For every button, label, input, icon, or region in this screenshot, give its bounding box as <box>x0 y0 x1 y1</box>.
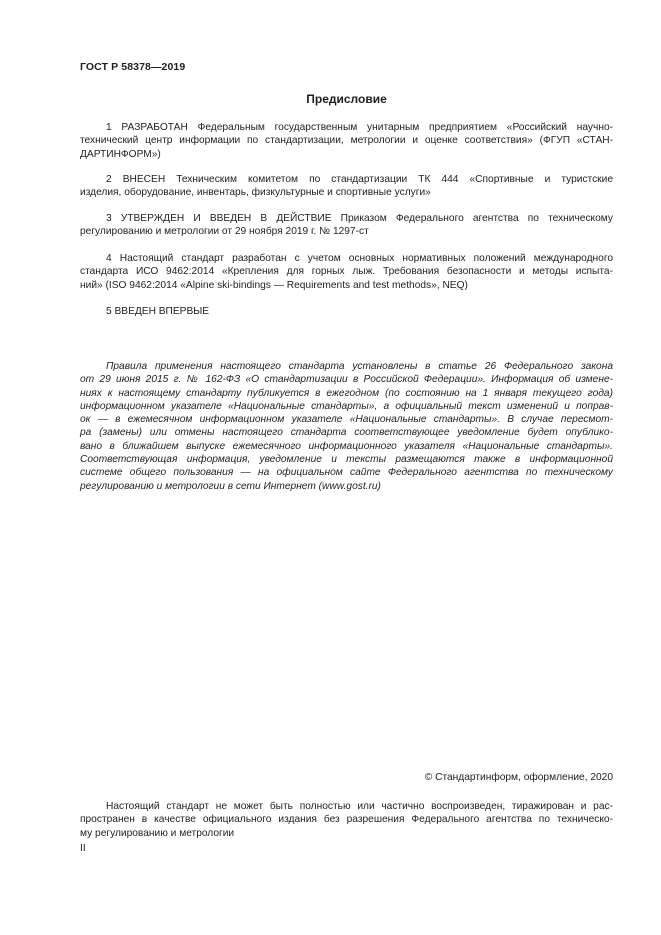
text-line: 3 УТВЕРЖДЕН И ВВЕДЕН В ДЕЙСТВИЕ Приказом Федерального агентства по техническому <box>106 213 613 224</box>
section-title: Предисловие <box>306 92 387 106</box>
legal-notice <box>80 360 613 493</box>
rights-notice <box>80 800 613 840</box>
text-line: стандарта ИСО 9462:2014 «Крепления для горных лыж. Требования безопасности и методы испыта- <box>80 266 613 278</box>
text-line: ний» (ISO 9462:2014 «Alpine ski-bindings — Requirements and test methods», NEQ) <box>80 279 468 291</box>
preface-item-2 <box>80 173 613 200</box>
text-line: ок — в ежемесячном информационном указателе «Национальные стандарты». В случае пересмот- <box>80 414 613 426</box>
page-number: II <box>80 843 86 854</box>
text-line: ДАРТИНФОРМ») <box>80 148 161 160</box>
text-line: информационном указателе «Национальные стандарты», а официальный текст изменений и поправ- <box>80 400 613 412</box>
text-line: 2 ВНЕСЕН Техническим комитетом по стандартизации ТК 444 «Спортивные и туристские <box>106 174 613 185</box>
text-line: 4 Настоящий стандарт разработан с учетом основных нормативных положений международного <box>106 253 613 264</box>
text-line: вано в ближайшем выпуске ежемесячного информационного указателя «Национальные стандарты». <box>80 440 613 452</box>
text-line: технический центр информации по стандартизации, метрологии и оценке соответствия» (ФГУП «СТАН- <box>80 135 613 147</box>
text-line: изделия, оборудование, инвентарь, физкультурные и спортивные услуги» <box>80 187 431 199</box>
text-line: Соответствующая информация, уведомление и тексты размещаются также в информационной <box>80 454 613 466</box>
text-line: ра (замены) или отмены настоящего стандарта соответствующее уведомление будет опублико- <box>80 427 613 439</box>
preface-item-1 <box>80 121 613 161</box>
text-line: ниях к настоящему стандарту публикуется в ежегодном (по состоянию на 1 января текущего года) <box>80 387 613 399</box>
text-line: регулированию и метрологии от 29 ноября 2019 г. № 1297-ст <box>80 226 369 238</box>
text-line: пространен в качестве официального издания без разрешения Федерального агентства по техническо- <box>80 814 613 826</box>
text-line: Правила применения настоящего стандарта установлены в статье 26 Федерального закона <box>106 361 613 372</box>
preface-item-3 <box>80 212 613 239</box>
text-line: му регулированию и метрологии <box>80 827 235 839</box>
preface-item-5 <box>80 305 613 318</box>
text-line: от 29 июня 2015 г. № 162-ФЗ «О стандартизации в Российской Федерации». Информация об измене- <box>80 374 613 386</box>
text-line: системе общего пользования — на официальном сайте Федерального агентства по техническому <box>80 467 613 479</box>
text-line: 5 ВВЕДЕН ВПЕРВЫЕ <box>106 306 210 317</box>
text-line: регулированию и метрологии в сети Интернет (www.gost.ru) <box>80 480 381 492</box>
copyright-notice: © Стандартинформ, оформление, 2020 <box>424 772 613 783</box>
document-code: ГОСТ Р 58378—2019 <box>80 61 186 73</box>
preface-item-4 <box>80 252 613 292</box>
text-line: Настоящий стандарт не может быть полностью или частично воспроизведен, тиражирован и рас- <box>106 801 613 812</box>
text-line: 1 РАЗРАБОТАН Федеральным государственным унитарным предприятием «Российский научно- <box>106 122 613 133</box>
